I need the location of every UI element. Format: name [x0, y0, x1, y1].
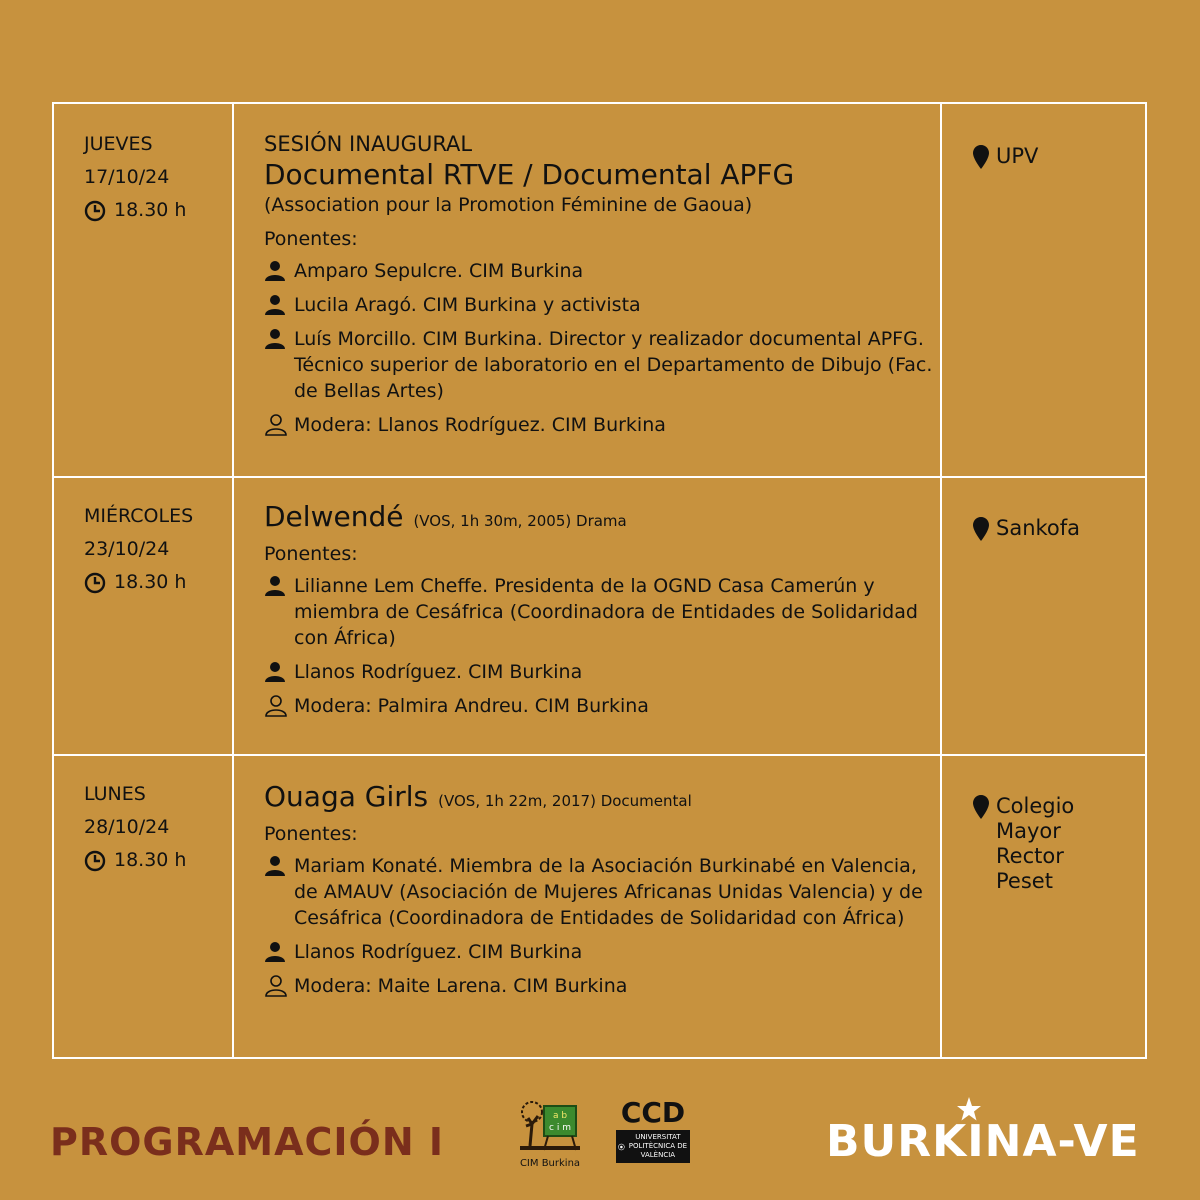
ponentes-label: Ponentes:: [264, 228, 358, 250]
moderator-item: [264, 973, 944, 999]
speaker-item: [264, 292, 944, 318]
time-label: 18.30 h: [114, 849, 187, 871]
ccd-upv-logo: [616, 1098, 690, 1163]
speaker-item: [264, 326, 944, 404]
day-label: MIÉRCOLES: [84, 505, 194, 527]
person-icon: [264, 260, 286, 282]
speaker-name: Llanos Rodríguez. CIM Burkina: [294, 661, 583, 683]
moderator-name: Modera: Llanos Rodríguez. CIM Burkina: [294, 414, 666, 436]
location-name: [996, 794, 1074, 894]
program-title: PROGRAMACIÓN I: [50, 1120, 444, 1164]
person-outline-icon: [264, 695, 288, 717]
speaker-item: [264, 573, 944, 651]
cim-burkina-logo: [510, 1096, 590, 1169]
session-2-details: [264, 500, 944, 727]
location-pin-icon: [972, 794, 990, 820]
location-name: Sankofa: [996, 516, 1081, 540]
person-icon: [264, 855, 286, 877]
moderator-item: [264, 693, 944, 719]
person-icon: [264, 294, 286, 316]
session-title-row: [264, 780, 944, 813]
location-pin-icon: [972, 516, 990, 542]
location-line: Mayor: [996, 819, 1061, 843]
upv-badge: [616, 1130, 690, 1163]
speaker-item: [264, 258, 944, 284]
speaker-name: Amparo Sepulcre. CIM Burkina: [294, 260, 584, 282]
tree-logo-icon: [518, 1096, 582, 1152]
ponentes-label: Ponentes:: [264, 823, 358, 845]
upv-label: UNIVERSITAT POLITÈCNICA DE VALÈNCIA: [628, 1133, 688, 1159]
university-seal-icon: [618, 1139, 625, 1155]
moderator-item: [264, 412, 944, 438]
session-meta: (VOS, 1h 22m, 2017) Documental: [438, 792, 692, 810]
speaker-name: Lilianne Lem Cheffe. Presidenta de la OGND Casa Camerún y miembra de Cesáfrica (Coordinadora de Entidades de Solidaridad con África): [294, 575, 918, 649]
session-title-row: [264, 500, 944, 533]
time-row: [84, 844, 186, 877]
session-1-details: [264, 130, 944, 446]
person-icon: [264, 575, 286, 597]
session-3-date: [84, 778, 186, 877]
time-label: 18.30 h: [114, 199, 187, 221]
session-title: Ouaga Girls: [264, 780, 429, 813]
svg-text:a b: a b: [552, 1111, 568, 1121]
clock-icon: [84, 572, 106, 594]
day-label: LUNES: [84, 783, 146, 805]
person-outline-icon: [264, 975, 288, 997]
day-label: JUEVES: [84, 133, 153, 155]
moderator-name: Modera: Maite Larena. CIM Burkina: [294, 975, 628, 997]
session-1-location: [972, 144, 1142, 170]
session-1-date: [84, 128, 186, 227]
person-icon: [264, 328, 286, 350]
speaker-item: [264, 853, 944, 931]
session-subtitle: (Association pour la Promotion Féminine de Gaoua): [264, 194, 753, 216]
speaker-name: Lucila Aragó. CIM Burkina y activista: [294, 294, 641, 316]
column-divider: [232, 104, 234, 1057]
clock-icon: [84, 200, 106, 222]
speaker-name: Llanos Rodríguez. CIM Burkina: [294, 941, 583, 963]
ccd-label: CCD: [620, 1096, 686, 1129]
session-3-location: [972, 794, 1142, 894]
session-2-location: [972, 516, 1142, 542]
date-label: 28/10/24: [84, 816, 170, 838]
cim-caption: CIM Burkina: [519, 1158, 581, 1169]
date-label: 23/10/24: [84, 538, 170, 560]
session-kicker: SESIÓN INAUGURAL: [264, 132, 473, 156]
person-icon: [264, 941, 286, 963]
location-pin-icon: [972, 144, 990, 170]
location-line: Colegio: [996, 794, 1075, 818]
schedule-table: [52, 102, 1147, 1059]
session-title: Delwendé: [264, 500, 404, 533]
brand-logo: BURKINA-VE: [826, 1116, 1140, 1167]
person-icon: [264, 661, 286, 683]
ponentes-label: Ponentes:: [264, 543, 358, 565]
time-label: 18.30 h: [114, 571, 187, 593]
svg-text:c i m: c i m: [549, 1123, 571, 1133]
person-outline-icon: [264, 414, 288, 436]
session-meta: (VOS, 1h 30m, 2005) Drama: [413, 512, 627, 530]
location-line: Rector: [996, 844, 1064, 868]
session-2-date: [84, 500, 193, 599]
session-3-details: [264, 780, 944, 1007]
session-headline: Documental RTVE / Documental APFG: [264, 158, 795, 191]
speaker-item: [264, 939, 944, 965]
clock-icon: [84, 850, 106, 872]
moderator-name: Modera: Palmira Andreu. CIM Burkina: [294, 695, 649, 717]
row-divider: [54, 476, 1145, 478]
time-row: [84, 566, 193, 599]
speaker-item: [264, 659, 944, 685]
location-name: UPV: [996, 144, 1039, 168]
time-row: [84, 194, 186, 227]
date-label: 17/10/24: [84, 166, 170, 188]
location-line: Peset: [996, 869, 1053, 893]
row-divider: [54, 754, 1145, 756]
speaker-name: Mariam Konaté. Miembra de la Asociación Burkinabé en Valencia, de AMAUV (Asociación de Mujeres Africanas Unidas Valencia) y de Cesáfrica (Coordinadora de Entidades de Solidaridad con África): [294, 855, 923, 929]
speaker-name: Luís Morcillo. CIM Burkina. Director y realizador documental APFG. Técnico superior de laboratorio en el Departamento de Dibujo (Fac. de Bellas Artes): [294, 328, 933, 402]
